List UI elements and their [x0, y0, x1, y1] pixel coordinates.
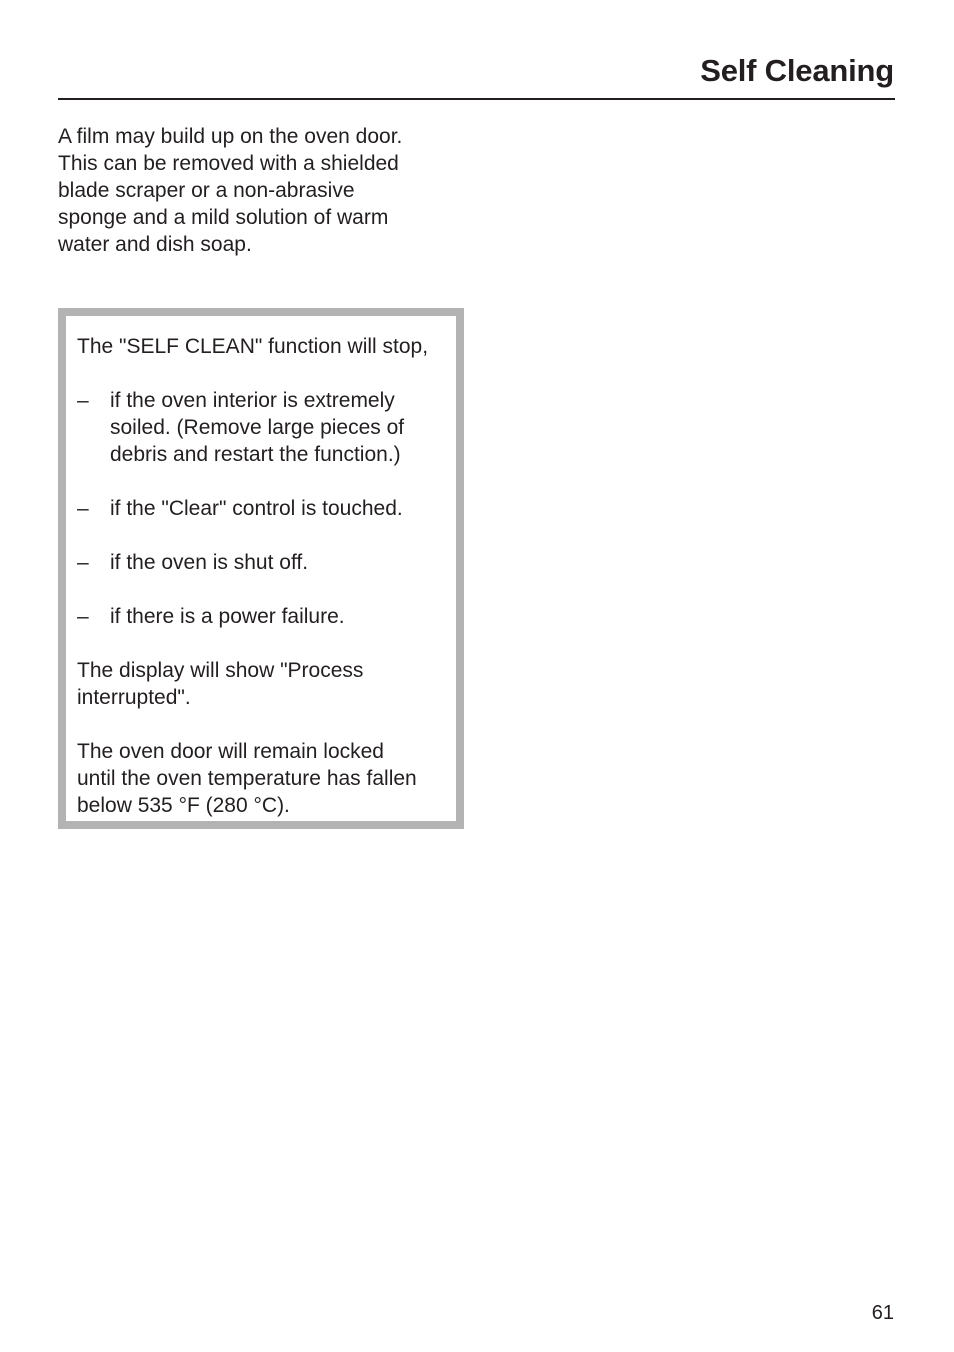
list-item-line: if the oven is shut off. — [110, 551, 309, 574]
paragraph-line: The display will show "Process — [77, 659, 364, 682]
page-title: Self Cleaning — [700, 53, 894, 88]
stop-conditions-list — [77, 387, 457, 630]
list-item — [77, 495, 457, 522]
list-item-line: if the oven interior is extremely — [110, 389, 395, 412]
intro-line: blade scraper or a non-abrasive — [58, 179, 355, 202]
list-item — [77, 549, 457, 576]
intro-line: This can be removed with a shielded — [58, 152, 399, 175]
display-message-paragraph — [77, 657, 457, 711]
dash-bullet: – — [77, 551, 89, 574]
note-box — [58, 308, 464, 829]
paragraph-line: The oven door will remain locked — [77, 740, 384, 763]
note-lead: The "SELF CLEAN" function will stop, — [77, 335, 429, 358]
intro-line: A film may build up on the oven door. — [58, 125, 403, 148]
dash-bullet: – — [77, 605, 89, 628]
intro-line: sponge and a mild solution of warm — [58, 206, 389, 229]
title-divider — [58, 98, 895, 100]
intro-line: water and dish soap. — [58, 233, 252, 256]
list-item — [77, 387, 457, 468]
paragraph-line: until the oven temperature has fallen — [77, 767, 417, 790]
dash-bullet: – — [77, 497, 89, 520]
paragraph-line: below 535 °F (280 °C). — [77, 794, 290, 817]
paragraph-line: interrupted". — [77, 686, 191, 709]
list-item — [77, 603, 457, 630]
note-content — [77, 333, 457, 819]
list-item-line: if there is a power failure. — [110, 605, 345, 628]
list-item-line: debris and restart the function.) — [110, 443, 401, 466]
list-item-line: if the "Clear" control is touched. — [110, 497, 403, 520]
page-number: 61 — [871, 1302, 894, 1324]
door-lock-paragraph — [77, 738, 457, 819]
list-item-line: soiled. (Remove large pieces of — [110, 416, 405, 439]
intro-paragraph — [58, 123, 458, 258]
dash-bullet: – — [77, 389, 89, 412]
